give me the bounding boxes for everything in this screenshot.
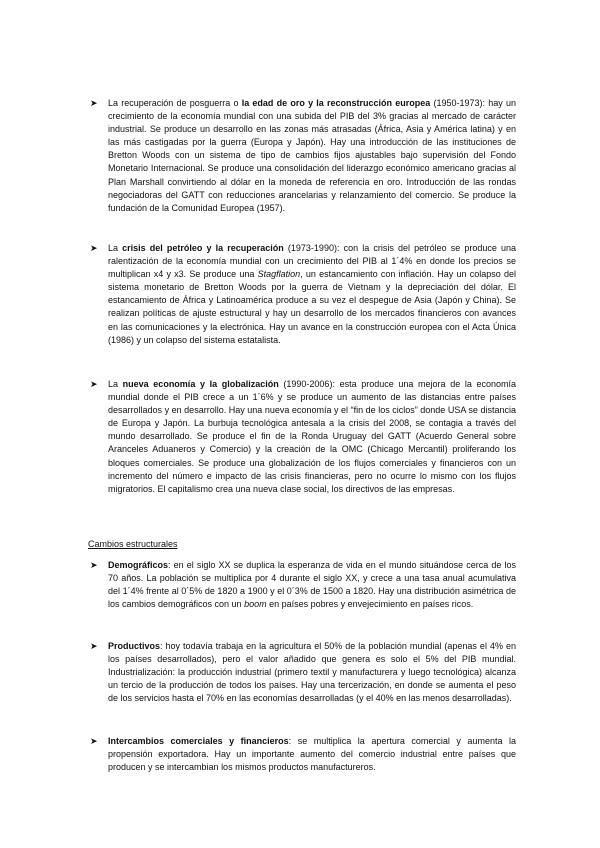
structural-changes-heading: Cambios estructurales bbox=[88, 539, 178, 549]
arrow-bullet-icon: ➤ bbox=[90, 736, 98, 746]
arrow-bullet-icon: ➤ bbox=[90, 243, 98, 253]
section-paragraph: La crisis del petróleo y la recuperación (1973-1990): con la crisis del petróleo se produce una ralentización de la economía mundial con un crecimiento del PIB al 1´4% en donde los precios se multiplican x4 y x3. Se produce una Stagflation, un estancamiento con inflación. Hay un colapso del sistema monetario de Bretton Woods por la guerra de Vietnam y la depreciación del dólar. El estancamiento de África y Latinoamérica produce a su vez el despegue de Asia (Japón y China). Se realizan políticas de ajuste estructural y hay un desarrollo de los mercados financieros con avances en las comunicaciones y la electrónica. Hay un avance en la construcción europea con el Acta Única (1986) y un colapso del sistema estatalista. bbox=[108, 243, 516, 345]
change-productive bbox=[90, 640, 516, 705]
section-paragraph: La recuperación de posguerra o la edad de oro y la reconstrucción europea (1950-1973): hay un crecimiento de la economía mundial con una subida del PIB del 3% gracias al mercado de carácter industrial. Se produce un desarrollo en las zonas más atrasadas (África, Asia y América latina) y en las más castigadas por la guerra (Europa y Japón). Hay una introducción de las instituciones de Bretton Woods con un sistema de tipo de cambios fijos ajustables bajo supervisión del Fondo Monetario Internacional. Se produce una consolidación del liderazgo económico americano gracias al Plan Marshall convirtiendo al dólar en la moneda de referencia en oro. Introducción de las rondas negociadoras del GATT con reducciones arancelarias y relanzamiento del comercio. Se produce la fundación de la Comunidad Europea (1957). bbox=[108, 98, 516, 213]
section-globalization bbox=[90, 378, 517, 496]
arrow-bullet-icon: ➤ bbox=[90, 641, 98, 651]
change-paragraph: Demográficos: en el siglo XX se duplica la esperanza de vida en el mundo situándose cerca de los 70 años. La población se multiplica por 4 durante el siglo XX, y crece a una tasa anual acumulativa del 1´4% frente al 0´5% de 1820 a 1900 y el 0´3% de 1500 a 1820. Hay una distribución asimétrica de los cambios demográficos con un boom en países pobres y envejecimiento en países ricos. bbox=[108, 560, 516, 610]
change-trade-finance bbox=[90, 735, 516, 774]
change-paragraph: Productivos: hoy todavía trabaja en la agricultura el 50% de la población mundial (apenas el 4% en los países desarrollados), pero el valor añadido que genera es solo el 5% del PIB mundial. Industrialización: la producción industrial (primero textil y manufacturera y luego tecnológica) alcanza un tercio de la producción de todos los países. Hay una tercerización, en donde se aumenta el peso de los servicios hasta el 70% en las economías desarrolladas (y el 40% en las menos desarrolladas). bbox=[108, 641, 516, 704]
change-demographic bbox=[90, 559, 516, 611]
arrow-bullet-icon: ➤ bbox=[90, 379, 98, 389]
change-paragraph: Intercambios comerciales y financieros: se multiplica la apertura comercial y aumenta la propensión exportadora. Hay un importante aumento del comercio industrial entre países que producen y se intercambian los mismos productos manufactureros. bbox=[108, 736, 516, 773]
section-golden-age bbox=[90, 97, 516, 215]
arrow-bullet-icon: ➤ bbox=[90, 560, 98, 570]
section-oil-crisis bbox=[90, 242, 516, 347]
section-paragraph: La nueva economía y la globalización (1990-2006): esta produce una mejora de la economía mundial donde el PIB crece a un 1´6% y se produce un aumento de las distancias entre países desarrollados y en desarrollo. Hay una nueva economía y el “fin de los ciclos” donde USA se distancia de Europa y Japón. La burbuja tecnológica antesala a la crisis del 2008, se contagia a través del mundo desarrollado. Se produce el fin de la Ronda Uruguay del GATT (Acuerdo General sobre Aranceles Aduaneros y Comercio) y la creación de la OMC (Chicago Mercantil) proliferando los bloques comerciales. Se produce una globalización de los flujos comerciales y financieros con un incremento del número e impacto de las crisis financieras, pero no ocurre lo mismo con los flujos migratorios. El capitalismo crea una nueva clase social, los directivos de las empresas. bbox=[108, 379, 517, 494]
arrow-bullet-icon: ➤ bbox=[90, 98, 98, 108]
